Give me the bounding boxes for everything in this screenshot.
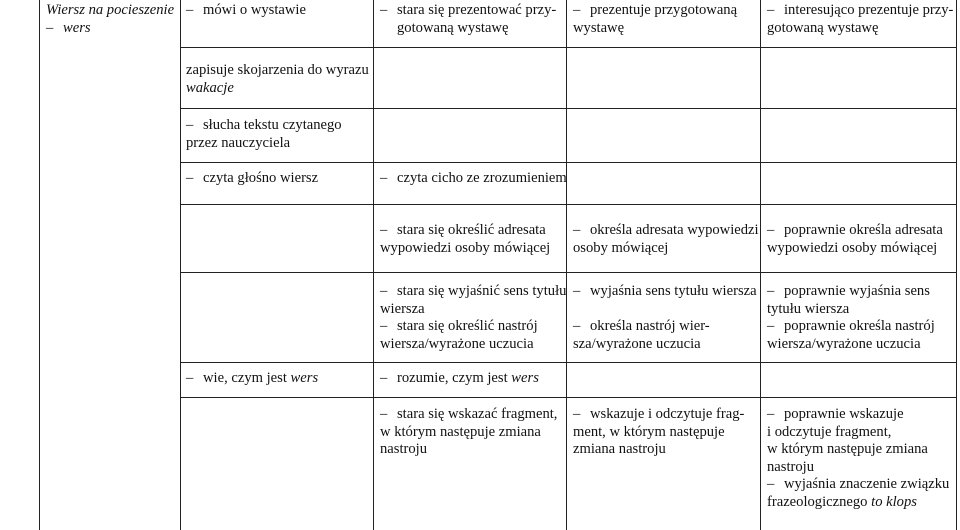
row-divider: [180, 162, 957, 163]
row-divider: [180, 47, 957, 48]
r2-c2: zapisuje skojarzenia do wyrazu wakacje: [186, 62, 369, 96]
poem-title: Wiersz na pocieszenie: [46, 2, 175, 18]
r8-c4: – wskazuje i odczytuje frag- ment, w którym następuje zmiana nastroju: [573, 406, 745, 457]
column-divider-4: [760, 0, 761, 530]
column-divider-1: [180, 0, 181, 530]
row-divider: [180, 397, 957, 398]
r5-c4: – określa adresata wypowiedzi osoby mówiącej: [573, 222, 759, 256]
r6-c5: – poprawnie wyjaśnia sens tytułu wiersza – poprawnie określa nastrój wiersza/wyrażone uczucia: [767, 283, 935, 352]
row-divider: [180, 204, 957, 205]
r7-c2: – wie, czym jest wers: [186, 370, 319, 386]
table-border-right: [956, 0, 957, 530]
r4-c2: – czyta głośno wiersz: [186, 170, 319, 186]
r8-c3: – stara się wskazać fragment, w którym następuje zmiana nastroju: [380, 406, 558, 457]
r1-c5: – interesująco prezentuje przy- gotowaną wystawę: [767, 2, 954, 36]
table-border-left: [39, 0, 40, 530]
row-divider: [180, 272, 957, 273]
r3-c2: – słucha tekstu czytanego przez nauczyciela: [186, 117, 342, 151]
row-divider: [180, 362, 957, 363]
r6-c4: – wyjaśnia sens tytułu wiersza – określa nastrój wier- sza/wyrażone uczucia: [573, 283, 757, 352]
r1-c3: – stara się prezentować przy- gotowaną wystawę: [380, 2, 557, 36]
topic-wers: wers: [63, 19, 91, 36]
r5-c3: – stara się określić adresata wypowiedzi osoby mówiącej: [380, 222, 551, 256]
topic-cell: Wiersz na pocieszenie – wers: [46, 2, 175, 36]
r5-c5: – poprawnie określa adresata wypowiedzi osoby mówiącej: [767, 222, 943, 256]
column-divider-2: [373, 0, 374, 530]
row-divider: [180, 108, 957, 109]
r8-c5: – poprawnie wskazuje i odczytuje fragment, w którym następuje zmiana nastroju – wyjaśnia znaczenie związku frazeologicznego to klops: [767, 406, 950, 510]
r1-c2: – mówi o wystawie: [186, 2, 306, 18]
r7-c3: – rozumie, czym jest wers: [380, 370, 539, 386]
column-divider-3: [566, 0, 567, 530]
r1-c4: – prezentuje przygotowaną wystawę: [573, 2, 738, 36]
r4-c3: – czyta cicho ze zrozumieniem: [380, 170, 567, 186]
r6-c3: – stara się wyjaśnić sens tytułu wiersza – stara się określić nastrój wiersza/wyrażone uczucia: [380, 283, 567, 352]
